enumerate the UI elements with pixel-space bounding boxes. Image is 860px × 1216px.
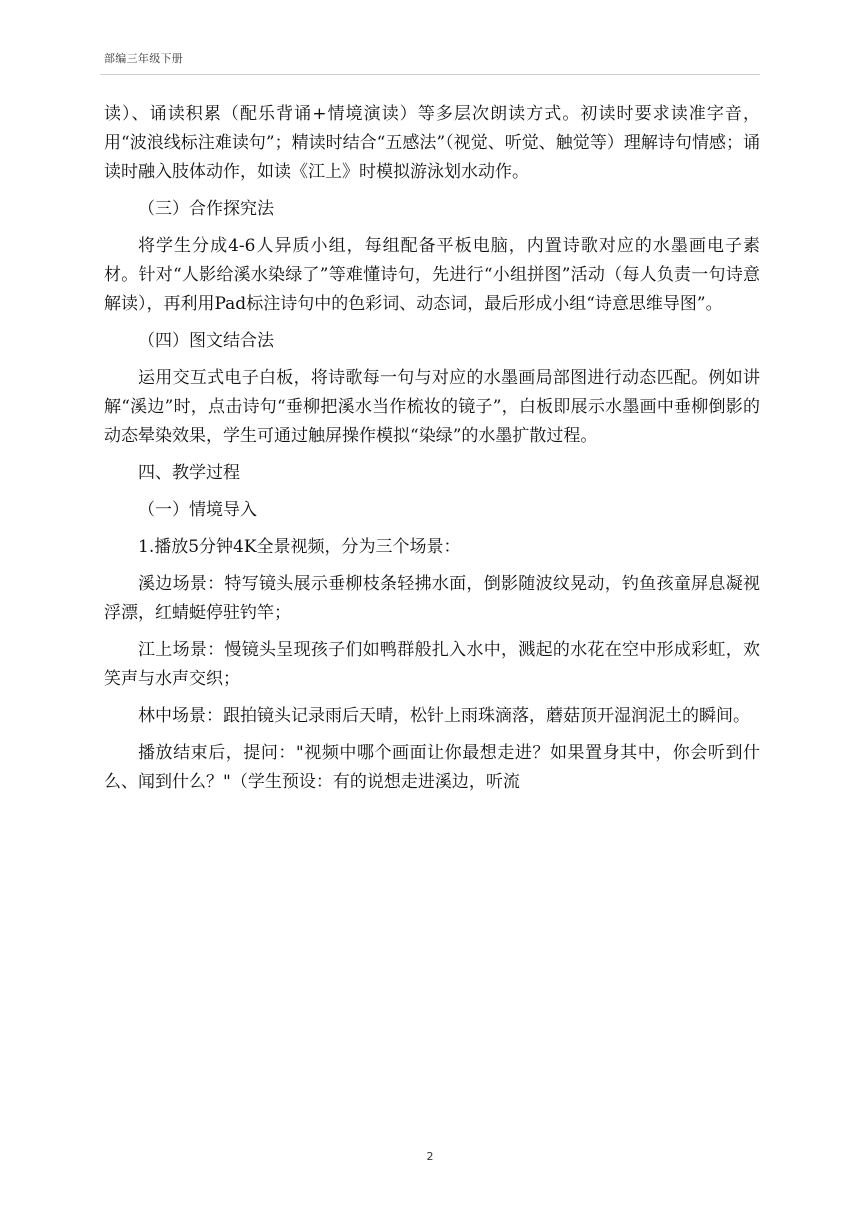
paragraph-continuation: 读）、诵读积累（配乐背诵+情境演读）等多层次朗读方式。初读时要求读准字音，用“波浪线标注难读句”；精读时结合“五感法”（视觉、听觉、触觉等）理解诗句情感；诵读时融入肢体动作，如读《江上》时模拟游泳划水动作。 <box>104 104 760 182</box>
paragraph-stream-scene: 溪边场景：特写镜头展示垂柳枝条轻拂水面，倒影随波纹晃动，钓鱼孩童屏息凝视浮漂，红蜻蜓停驻钓竿； <box>104 574 760 623</box>
paragraph-question: 播放结束后，提问："视频中哪个画面让你最想走进？如果置身其中，你会听到什么、闻到什么？"（学生预设：有的说想走进溪边，听流 <box>104 743 760 792</box>
paragraph-forest-scene: 林中场景：跟拍镜头记录雨后天晴，松针上雨珠滴落，蘑菇顶开湿润泥土的瞬间。 <box>138 706 750 726</box>
section-heading-image-text: （四）图文结合法 <box>138 331 274 351</box>
section-heading-cooperative-inquiry: （三）合作探究法 <box>138 199 274 219</box>
header-divider <box>100 74 760 75</box>
paragraph-image-text: 运用交互式电子白板，将诗歌每一句与对应的水墨画局部图进行动态匹配。例如讲解“溪边”时，点击诗句“垂柳把溪水当作梳妆的镜子”，白板即展示水墨画中垂柳倒影的动态晕染效果，学生可通过触屏操作模拟“染绿”的水墨扩散过程。 <box>104 368 760 446</box>
paragraph-cooperative-inquiry: 将学生分成4-6人异质小组，每组配备平板电脑，内置诗歌对应的水墨画电子素材。针对“人影给溪水染绿了”等难懂诗句，先进行“小组拼图”活动（每人负责一句诗意解读），再利用Pad标注诗句中的色彩词、动态词，最后形成小组“诗意思维导图”。 <box>104 236 760 314</box>
page-number: 2 <box>426 1150 434 1163</box>
paragraph-video-intro: 1.播放5分钟4K全景视频，分为三个场景： <box>138 537 461 557</box>
page-header: 部编三年级下册 <box>104 52 184 65</box>
document-body <box>104 100 760 805</box>
paragraph-river-scene: 江上场景：慢镜头呈现孩子们如鸭群般扎入水中，溅起的水花在空中形成彩虹，欢笑声与水声交织； <box>104 640 760 689</box>
section-heading-scenario-intro: （一）情境导入 <box>138 500 257 520</box>
section-heading-teaching-process: 四、教学过程 <box>138 463 240 483</box>
